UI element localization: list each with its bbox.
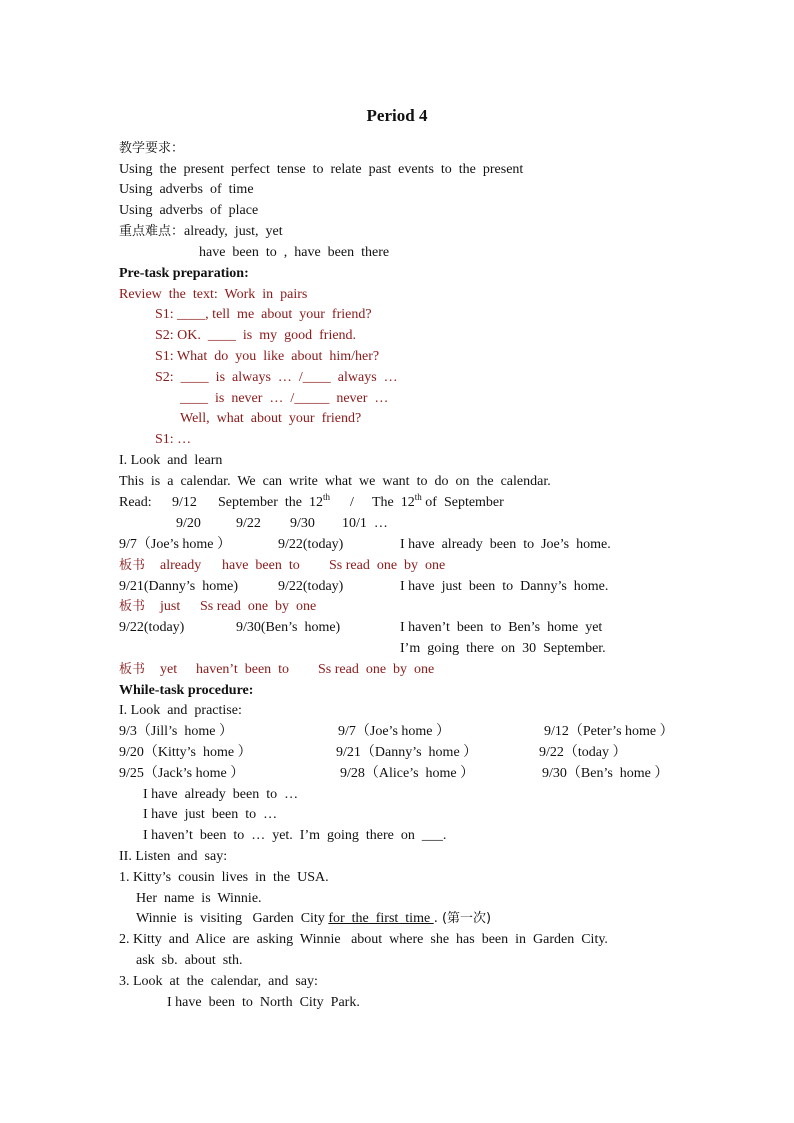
list-item: 2. Kitty and Alice are asking Winnie about where she has been in Garden City. — [119, 932, 608, 947]
board-item: yet — [160, 662, 178, 677]
keypoints-line — [119, 222, 283, 242]
section-heading-pretask: Pre-task preparation: — [119, 266, 249, 281]
dialogue-line: S1: What do you like about him/her? — [155, 349, 380, 364]
subheading-look-practise: I. Look and practise: — [119, 703, 242, 718]
calendar-line: This is a calendar. We can write what we want to do on the calendar. — [119, 474, 551, 489]
calendar-grid-cell: 9/22（today ） — [539, 745, 627, 760]
board-label: 板书 — [119, 599, 146, 614]
read-date: 9/12 — [172, 495, 197, 510]
board-item: have been to — [222, 558, 300, 573]
board-item: already — [160, 558, 202, 573]
dialogue-line: S2: OK. ____ is my good friend. — [155, 328, 357, 343]
practice-pattern: I have just been to … — [143, 807, 278, 822]
requirement-line: Using adverbs of time — [119, 182, 254, 197]
page-title: Period 4 — [366, 106, 428, 125]
board-item: Ss read one by one — [318, 662, 435, 677]
read-ordinal-1: September the 12th — [218, 492, 330, 510]
calendar-grid-cell: 9/20（Kitty’s home ） — [119, 745, 252, 760]
keypoints-text: have been to , have been there — [199, 245, 390, 260]
dialogue-line: S2: ____ is always … /____ always … — [155, 370, 398, 385]
list-item: 3. Look at the calendar, and say: — [119, 974, 318, 989]
example-sentence: I haven’t been to Ben’s home yet — [400, 620, 603, 635]
dialogue-line: S1: ____, tell me about your friend? — [155, 307, 372, 322]
example-sentence: I have already been to Joe’s home. — [400, 537, 611, 552]
list-item-detail: Winnie is visiting Garden City for the first time . (第一次) — [136, 911, 492, 926]
requirements-label: 教学要求： — [119, 141, 185, 156]
list-item-detail: Her name is Winnie. — [136, 891, 262, 906]
read-label: Read: — [119, 495, 152, 510]
list-item-detail: I have been to North City Park. — [167, 995, 360, 1010]
board-label: 板书 — [119, 558, 146, 573]
date-item: 10/1 … — [342, 516, 388, 531]
board-item: Ss read one by one — [329, 558, 446, 573]
keypoints-label: 重点难点： — [119, 224, 185, 239]
calendar-grid-cell: 9/25（Jack’s home ） — [119, 766, 245, 781]
calendar-grid-cell: 9/28（Alice’s home ） — [340, 766, 475, 781]
section-heading-listen-say: II. Listen and say: — [119, 849, 228, 864]
board-item: haven’t been to — [196, 662, 290, 677]
requirement-line: Using adverbs of place — [119, 203, 259, 218]
keypoints-text: already, just, yet — [184, 224, 283, 239]
dialogue-line: Well, what about your friend? — [180, 411, 362, 426]
example-cell: 9/22(today) — [278, 579, 344, 594]
underlined-phrase: for the first time — [328, 911, 434, 926]
practice-pattern: I haven’t been to … yet. I’m going there on ___. — [143, 828, 447, 843]
read-slash: / — [350, 495, 354, 510]
section-heading-look-learn: I. Look and learn — [119, 453, 223, 468]
calendar-grid-cell: 9/30（Ben’s home ） — [542, 766, 669, 781]
calendar-grid-cell: 9/3（Jill’s home ） — [119, 724, 233, 739]
list-item-detail: ask sb. about sth. — [136, 953, 243, 968]
board-label: 板书 — [119, 662, 146, 677]
dialogue-line: S1: … — [155, 432, 192, 447]
example-cell: 9/22(today) — [278, 537, 344, 552]
example-sentence: I have just been to Danny’s home. — [400, 579, 609, 594]
example-cell: 9/22(today) — [119, 620, 185, 635]
dialogue-line: ____ is never … /_____ never … — [180, 391, 389, 406]
read-ordinal-2: The 12th of September — [372, 492, 504, 510]
requirement-line: Using the present perfect tense to relate past events to the present — [119, 162, 524, 177]
calendar-grid-cell: 9/12（Peter’s home ） — [544, 724, 674, 739]
example-cell: 9/7（Joe’s home ） — [119, 537, 231, 552]
practice-pattern: I have already been to … — [143, 787, 299, 802]
date-item: 9/22 — [236, 516, 261, 531]
board-item: just — [160, 599, 181, 614]
board-item: Ss read one by one — [200, 599, 317, 614]
example-sentence: I’m going there on 30 September. — [400, 641, 606, 656]
example-cell: 9/30(Ben’s home) — [236, 620, 341, 635]
calendar-grid-cell: 9/21（Danny’s home ） — [336, 745, 478, 760]
review-line: Review the text: Work in pairs — [119, 287, 308, 302]
date-item: 9/30 — [290, 516, 315, 531]
example-cell: 9/21(Danny’s home) — [119, 579, 238, 594]
section-heading-whiletask: While-task procedure: — [119, 683, 254, 698]
date-item: 9/20 — [176, 516, 201, 531]
calendar-grid-cell: 9/7（Joe’s home ） — [338, 724, 450, 739]
list-item: 1. Kitty’s cousin lives in the USA. — [119, 870, 329, 885]
